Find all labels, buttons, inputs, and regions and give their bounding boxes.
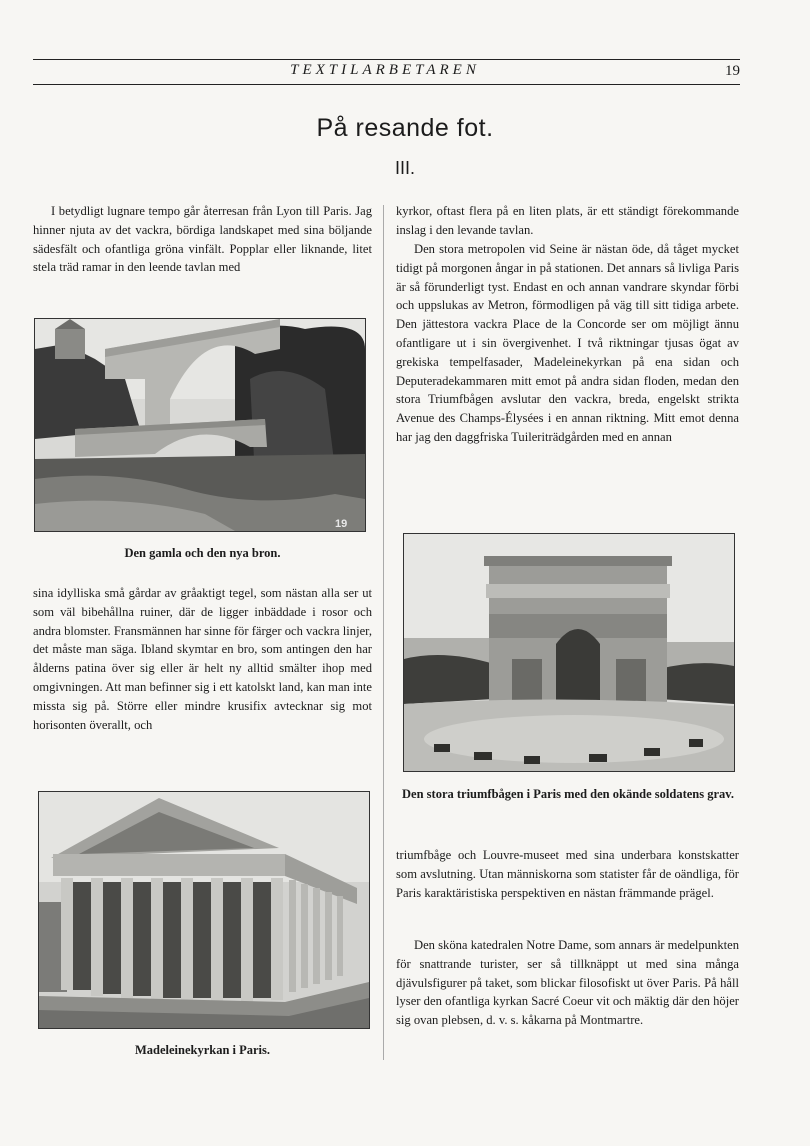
bridge-photo (34, 318, 366, 532)
right-paragraph-2: Den stora metropolen vid Seine är nästan öde, då tåget mycket tidigt på morgonen ångar in på stationen. Det annars så livliga Paris är så förunderligt tyst. Endast en och annan vandrare skyndar förbi och uppslukas av Metron, förmodligen på väg till sitt tidiga arbete. Den jättestora vackra Place de la Concorde ser om möjligt ännu ofantligare ut i sin övergivenhet. I två riktningar tjusas ögat av grekiska tempelfasader, Madeleinekyrkan på ena sidan och Deputeradekammaren mitt emot på andra sidan floden, medan den stora Triumfbågen avslutar den vackra, breda, engelskt strikta Avenue des Champs-Élysées i en annan riktning. Mitt emot denna har jag den daggfriska Tuileriträdgården med en annan (396, 242, 739, 444)
column-divider (383, 205, 384, 1060)
right-paragraph-3: triumfbåge och Louvre-museet med sina underbara konstskatter som avslutning. Utan människorna som statister får de oändliga, för Paris karaktäristiska perspektiven en nästan främmande prägel. (396, 848, 739, 900)
article-part-number: III. (394, 158, 415, 178)
left-paragraph-2: sina idylliska små gårdar av gråaktigt tegel, som nästan alla ser ut som väl bibehållna ruiner, där de ligger inbäddade i rosor och andra blomster. Fransmännen har sinne för färger och vackra linjer, det måste man säga. Ibland skymtar en bro, som antingen den har ålderns patina över sig eller är helt ny alltid smälter ihop med omgivningen. Att man befinner sig i ett katolskt land, kan man inte missta sig på. Större eller mindre krusifix avtecknar sig mot horisonten överallt, och (33, 586, 372, 732)
left-paragraph-1: I betydligt lugnare tempo går återresan från Lyon till Paris. Jag hinner njuta av det vackra, bördiga landskapet med sina böljande sädesfält och ofantliga gröna vinfält. Popplar eller liknande, litet stela träd ramar in den leende tavlan med (33, 204, 372, 275)
right-paragraph-1: kyrkor, oftast flera på en liten plats, är ett ständigt förekommande inslag i den levande tavlan. (396, 204, 739, 237)
header-rule-top (33, 59, 740, 60)
article-title: På resande fot. (316, 114, 494, 142)
madeleine-caption: Madeleinekyrkan i Paris. (134, 1043, 271, 1057)
bridge-caption: Den gamla och den nya bron. (124, 546, 281, 560)
right-paragraph-4: Den sköna katedralen Notre Dame, som annars är medelpunkten för snattrande turister, ser så tillknäppt ut med sina många djävulsfigurer på taket, som blickar filosofiskt ut över Paris. På håll lyser den ofantliga kyrkan Sacré Coeur vit och mäktig där den höjer sig ovan plebsen, d. v. s. kåkarna på Montmartre. (396, 938, 739, 1028)
running-header-title: TEXTILARBETAREN (290, 62, 480, 78)
header-rule-bottom (33, 84, 740, 85)
arch-caption: Den stora triumfbågen i Paris med den okände soldatens grav. (402, 787, 734, 801)
madeleine-photo (38, 791, 370, 1029)
bridge-photo-mark: 19 (335, 518, 348, 530)
arch-photo (403, 533, 735, 772)
page-number: 19 (725, 63, 740, 79)
